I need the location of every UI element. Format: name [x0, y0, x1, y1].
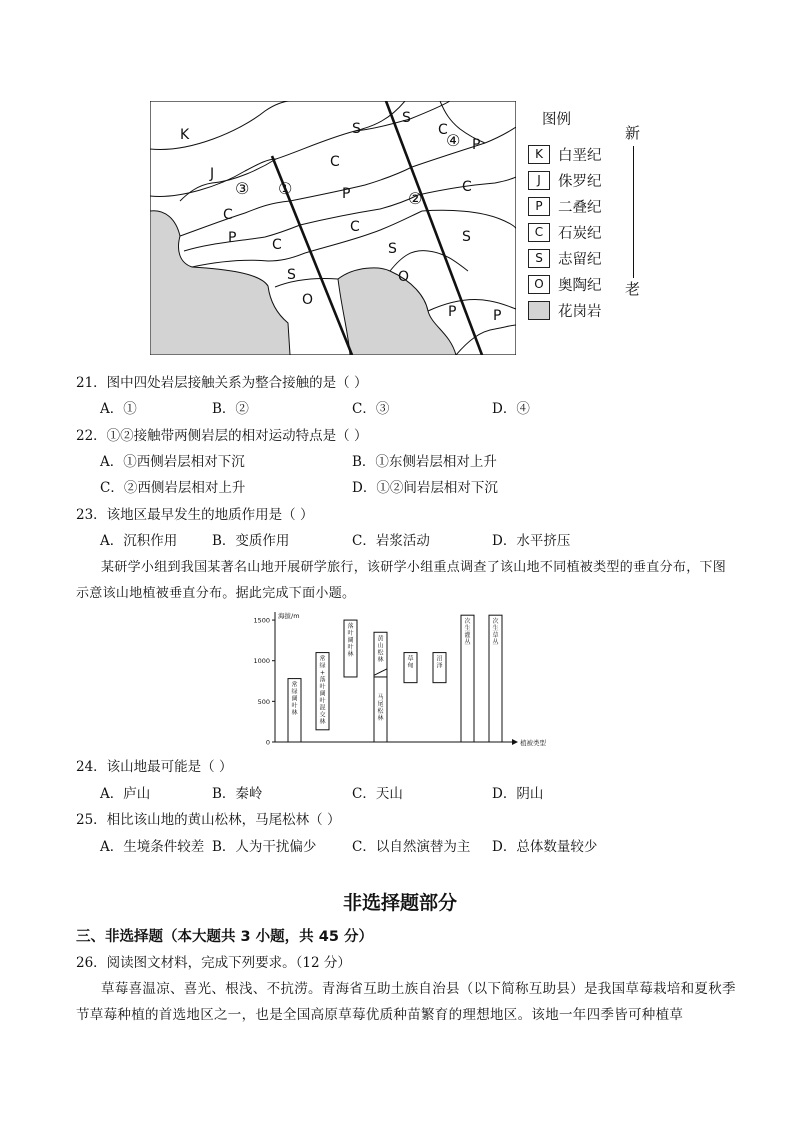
stratum-label: S: [402, 110, 411, 126]
q21-option-a[interactable]: A．①: [100, 401, 137, 417]
stratum-label: C: [330, 154, 340, 170]
stratum-label: J: [210, 166, 215, 182]
legend-item: [528, 193, 618, 219]
q22-option-a[interactable]: A．①西侧岩层相对下沉: [100, 454, 245, 470]
q22-option-c[interactable]: C．②西侧岩层相对上升: [100, 480, 246, 496]
stratum-label: S: [462, 229, 471, 245]
x-axis-label: 植被类型: [520, 739, 546, 746]
legend-item: [528, 245, 618, 271]
legend-swatch: [528, 301, 550, 320]
contact-marker-3: ③: [235, 179, 250, 198]
q21-option-d[interactable]: D．④: [492, 401, 530, 417]
legend-title: 图例: [542, 112, 571, 128]
q25-option-c[interactable]: C．以自然演替为主: [352, 839, 471, 855]
q22-option-b[interactable]: B．①东侧岩层相对上升: [352, 454, 497, 470]
stratum-label: S: [287, 267, 296, 283]
vegetation-bar-label: 落叶阔叶林: [347, 623, 354, 659]
stratum-label: K: [180, 127, 190, 143]
legend-swatch: K: [528, 145, 550, 164]
contact-marker-4: ④: [446, 131, 461, 150]
legend-item: [528, 271, 618, 297]
q23-option-c[interactable]: C．岩浆活动: [352, 533, 430, 549]
age-scale-line: [633, 146, 634, 278]
q21-option-b[interactable]: B．②: [212, 401, 249, 417]
legend-label: 白垩纪: [558, 147, 602, 164]
vegetation-bar-label: 黄山松林: [377, 635, 384, 664]
q25-option-b[interactable]: B．人为干扰偏少: [212, 839, 317, 855]
vegetation-chart-svg: [240, 606, 560, 746]
legend-label: 二叠纪: [558, 199, 602, 216]
legend-list: [528, 141, 618, 323]
legend-item: [528, 167, 618, 193]
stratum-label: C: [462, 179, 472, 195]
x-axis-arrow: [512, 739, 518, 745]
q24-option-a[interactable]: A．庐山: [100, 786, 151, 802]
y-tick-label: 1500: [253, 616, 270, 625]
vegetation-bar-label: 常绿阔叶林: [291, 681, 298, 717]
q25-option-d[interactable]: D．总体数量较少: [492, 839, 598, 855]
legend-label: 石炭纪: [558, 225, 602, 242]
stratum-label: P: [493, 308, 502, 324]
legend-label: 侏罗纪: [558, 173, 602, 190]
intro-paragraph: 某研学小组到我国某著名山地开展研学旅行，该研学小组重点调查了该山地不同植被类型的垂直分布，下图示意该山地植被垂直分布。据此完成下面小题。: [76, 560, 727, 601]
legend-swatch: O: [528, 275, 550, 294]
vegetation-bar-label: 草甸: [407, 655, 414, 670]
legend-label: 花岗岩: [558, 303, 602, 320]
contact-marker-1: ①: [278, 179, 293, 198]
section-subtitle: 三、非选择题（本大题共 3 小题，共 45 分）: [76, 929, 373, 945]
stratum-label: C: [223, 207, 233, 223]
y-tick-label: 1000: [253, 657, 270, 666]
geologic-map: [150, 101, 516, 355]
vegetation-bar-label: 沼泽: [436, 655, 443, 670]
legend-item: [528, 297, 618, 323]
legend-swatch: J: [528, 171, 550, 190]
contact-marker-2: ②: [408, 189, 423, 208]
question-21: 21．图中四处岩层接触关系为整合接触的是（ ）: [76, 375, 368, 391]
legend-swatch: P: [528, 197, 550, 216]
age-scale: [623, 122, 645, 300]
vegetation-bar-label: 次生灌丛: [464, 618, 471, 647]
question-25: 25．相比该山地的黄山松林，马尾松林（ ）: [76, 812, 341, 828]
q23-option-b[interactable]: B．变质作用: [212, 533, 290, 549]
q24-option-b[interactable]: B．秦岭: [212, 786, 263, 802]
q23-option-a[interactable]: A．沉积作用: [100, 533, 178, 549]
vegetation-bar-label: 次生草丛: [492, 618, 499, 647]
stratum-label: C: [272, 237, 282, 253]
y-tick-label: 0: [265, 738, 270, 746]
age-scale-bottom: 老: [625, 280, 641, 298]
question-23: 23．该地区最早发生的地质作用是（ ）: [76, 507, 314, 523]
y-tick-label: 500: [257, 697, 270, 706]
question-22: 22．①②接触带两侧岩层的相对运动特点是（ ）: [76, 428, 368, 444]
stratum-label: P: [448, 304, 457, 320]
vegetation-bar-label: 马尾松林: [377, 693, 384, 722]
y-axis-label: 海拔/m: [278, 612, 300, 620]
stratum-label: S: [352, 121, 361, 137]
legend-swatch: S: [528, 249, 550, 268]
stratum-label: P: [228, 230, 237, 246]
q25-option-a[interactable]: A．生境条件较差: [100, 839, 205, 855]
stratum-label: P: [472, 137, 481, 153]
q24-option-c[interactable]: C．天山: [352, 786, 403, 802]
geologic-map-svg: [150, 101, 516, 355]
legend-label: 志留纪: [558, 251, 602, 268]
stratum-label: C: [350, 219, 360, 235]
stratum-label: C: [438, 122, 448, 138]
q21-option-c[interactable]: C．③: [352, 401, 390, 417]
q23-option-d[interactable]: D．水平挤压: [492, 533, 571, 549]
stratum-label: S: [388, 241, 397, 257]
q24-option-d[interactable]: D．阴山: [492, 786, 544, 802]
question-24: 24．该山地最可能是（ ）: [76, 759, 233, 775]
legend-item: [528, 141, 618, 167]
vegetation-chart: [240, 606, 560, 746]
section-title: 非选择题部分: [342, 892, 457, 914]
legend-label: 奥陶纪: [558, 277, 602, 294]
legend-swatch: C: [528, 223, 550, 242]
stratum-label: O: [398, 269, 410, 285]
question-26: 26．阅读图文材料，完成下列要求。（12 分）: [76, 955, 351, 971]
age-scale-top: 新: [625, 124, 641, 142]
question-26-material: 草莓喜温凉、喜光、根浅、不抗涝。青海省互助土族自治县（以下简称互助县）是我国草莓栽培和夏秋季节草莓种植的首选地区之一，也是全国高原草莓优质种苗繁育的理想地区。该地一年四季皆可种植草: [76, 981, 736, 1023]
stratum-label: O: [302, 292, 314, 308]
stratum-label: P: [342, 186, 351, 202]
legend-item: [528, 219, 618, 245]
legend: [528, 108, 618, 323]
vegetation-bar-label: 常绿+落叶阔叶混交林: [319, 655, 326, 726]
q22-option-d[interactable]: D．①②间岩层相对下沉: [352, 480, 498, 496]
